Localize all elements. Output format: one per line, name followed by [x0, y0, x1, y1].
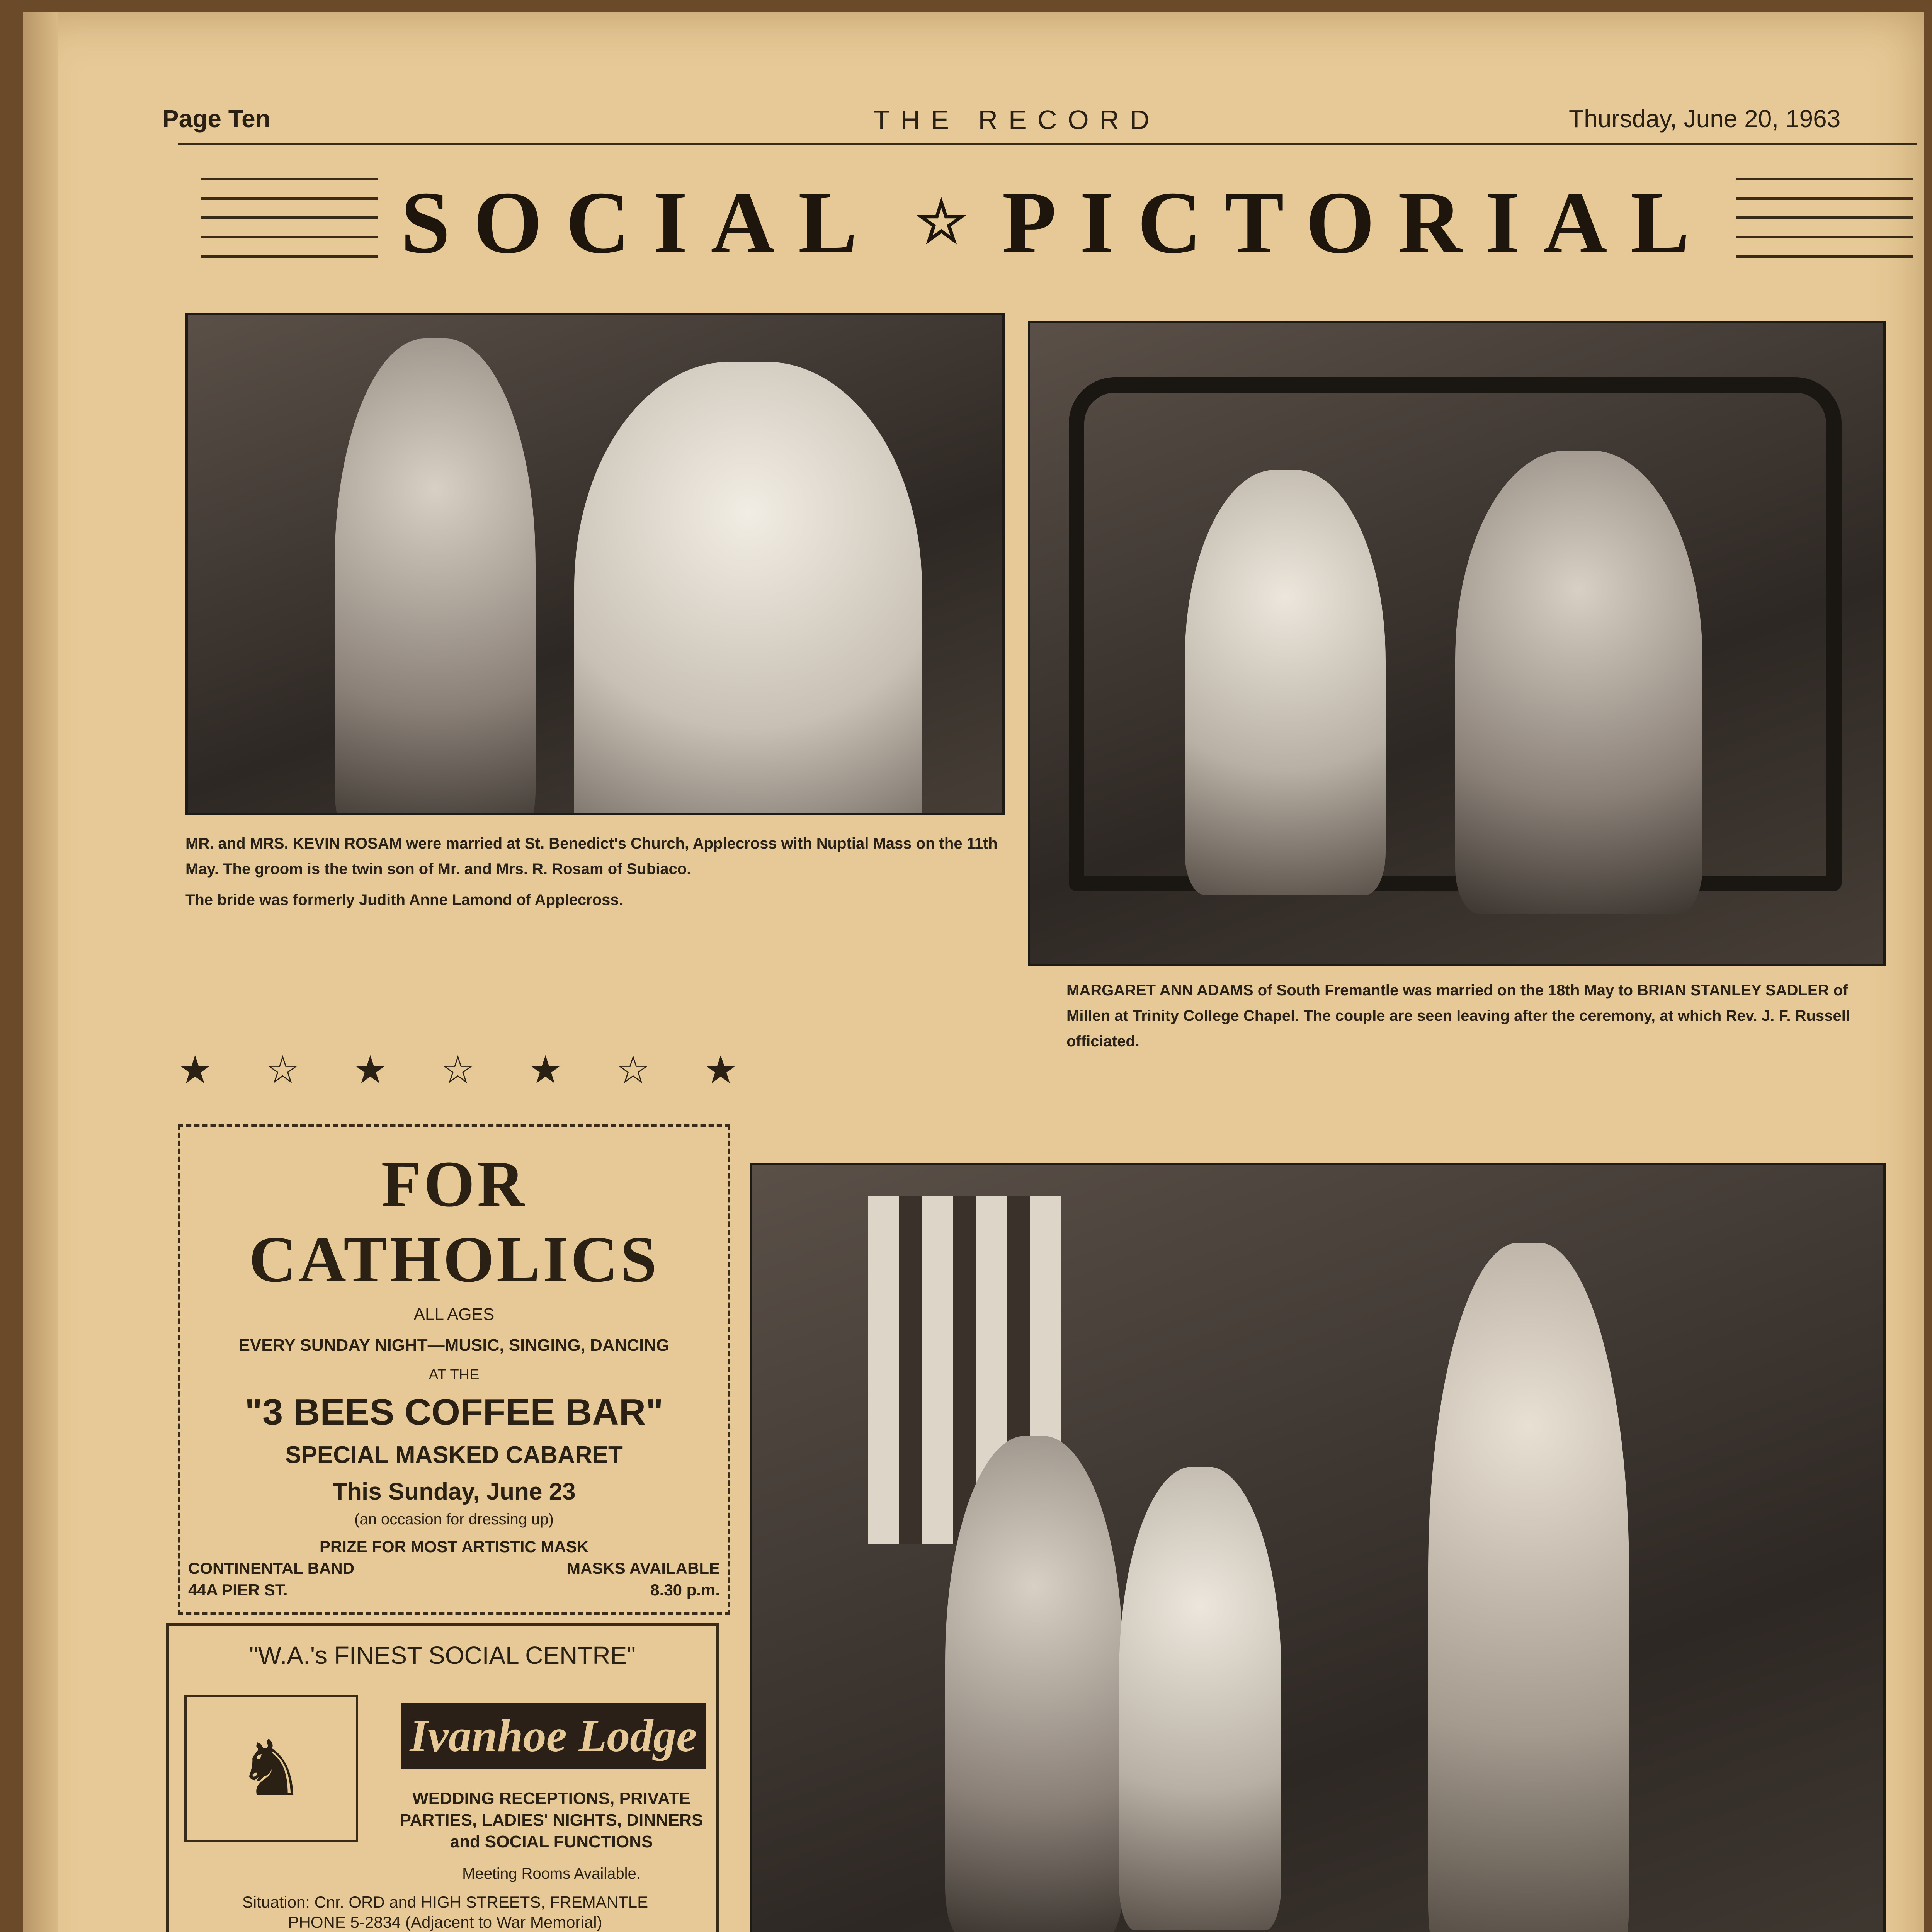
venue-name: "3 BEES COFFEE BAR"	[245, 1391, 663, 1433]
newspaper-page	[23, 12, 1924, 1932]
wedding-photo-omara	[750, 1163, 1886, 1932]
groom-figure	[1455, 451, 1702, 914]
masthead-social: SOCIAL	[401, 173, 881, 272]
ad-for-catholics: FOR CATHOLICS ALL AGES EVERY SUNDAY NIGHT—MUSIC, SINGING, DANCING AT THE "3 BEES COFFEE BAR" SPECIAL MASKED CABARET This Sunday, June 23 (an occasion for dressing up) PRIZE FOR MOST ARTISTIC MASK CONTINENTAL BAND 44A PIER ST. MASKS AVAILABLE 8.30 p.m.	[178, 1124, 730, 1615]
star-icon: ☆	[440, 1048, 475, 1092]
paper-name: THE RECORD	[873, 105, 1160, 135]
star-icon: ★	[178, 1048, 213, 1092]
header-rule	[178, 143, 1917, 145]
masthead-pictorial: PICTORIAL	[1002, 173, 1713, 272]
wedding-photo-sadler	[1028, 321, 1886, 966]
ad-ivanhoe-lodge: "W.A.'s FINEST SOCIAL CENTRE" ♞ Ivanhoe Lodge WEDDING RECEPTIONS, PRIVATE PARTIES, LADIES' NIGHTS, DINNERS and SOCIAL FUNCTIONS Meeting Rooms Available. Situation: Cnr. ORD and HIGH STREETS, FREMANTLE PHONE 5-2834 (Adjacent to War Memorial)	[166, 1623, 719, 1932]
masthead	[201, 166, 1913, 278]
star-divider	[178, 1047, 738, 1092]
caption-rosam: MR. and MRS. KEVIN ROSAM were married at St. Benedict's Church, Applecross with Nuptial Mass on the 11th May. The groom is the twin son of Mr. and Mrs. R. Rosam of Subiaco. The bride was formerly Judith Anne Lamond of Applecross.	[185, 835, 998, 908]
page-spine	[23, 12, 58, 1932]
groom-figure	[945, 1436, 1123, 1932]
bride-figure	[1119, 1467, 1281, 1930]
star-icon: ★	[528, 1048, 563, 1092]
priest-figure	[1428, 1243, 1629, 1932]
knight-emblem-icon: ♞	[184, 1695, 358, 1842]
ad-title: FOR CATHOLICS	[249, 1148, 659, 1296]
star-icon: ★	[703, 1048, 738, 1092]
star-icon: ☆	[915, 190, 968, 255]
page-label: Page Ten	[162, 105, 270, 133]
issue-date: Thursday, June 20, 1963	[1569, 105, 1841, 133]
star-icon: ★	[353, 1048, 388, 1092]
caption-sadler: MARGARET ANN ADAMS of South Fremantle was married on the 18th May to BRIAN STANLEY SADLER of Millen at Trinity College Chapel. The couple are seen leaving after the ceremony, at which Rev. J. F. Russell officiated.	[1066, 982, 1850, 1050]
groom-figure	[335, 338, 536, 815]
wedding-photo-rosam	[185, 313, 1005, 815]
bride-figure	[574, 362, 922, 815]
star-icon: ☆	[616, 1048, 651, 1092]
bride-figure	[1185, 470, 1386, 895]
star-icon: ☆	[265, 1048, 300, 1092]
lodge-name: Ivanhoe Lodge	[401, 1703, 706, 1769]
